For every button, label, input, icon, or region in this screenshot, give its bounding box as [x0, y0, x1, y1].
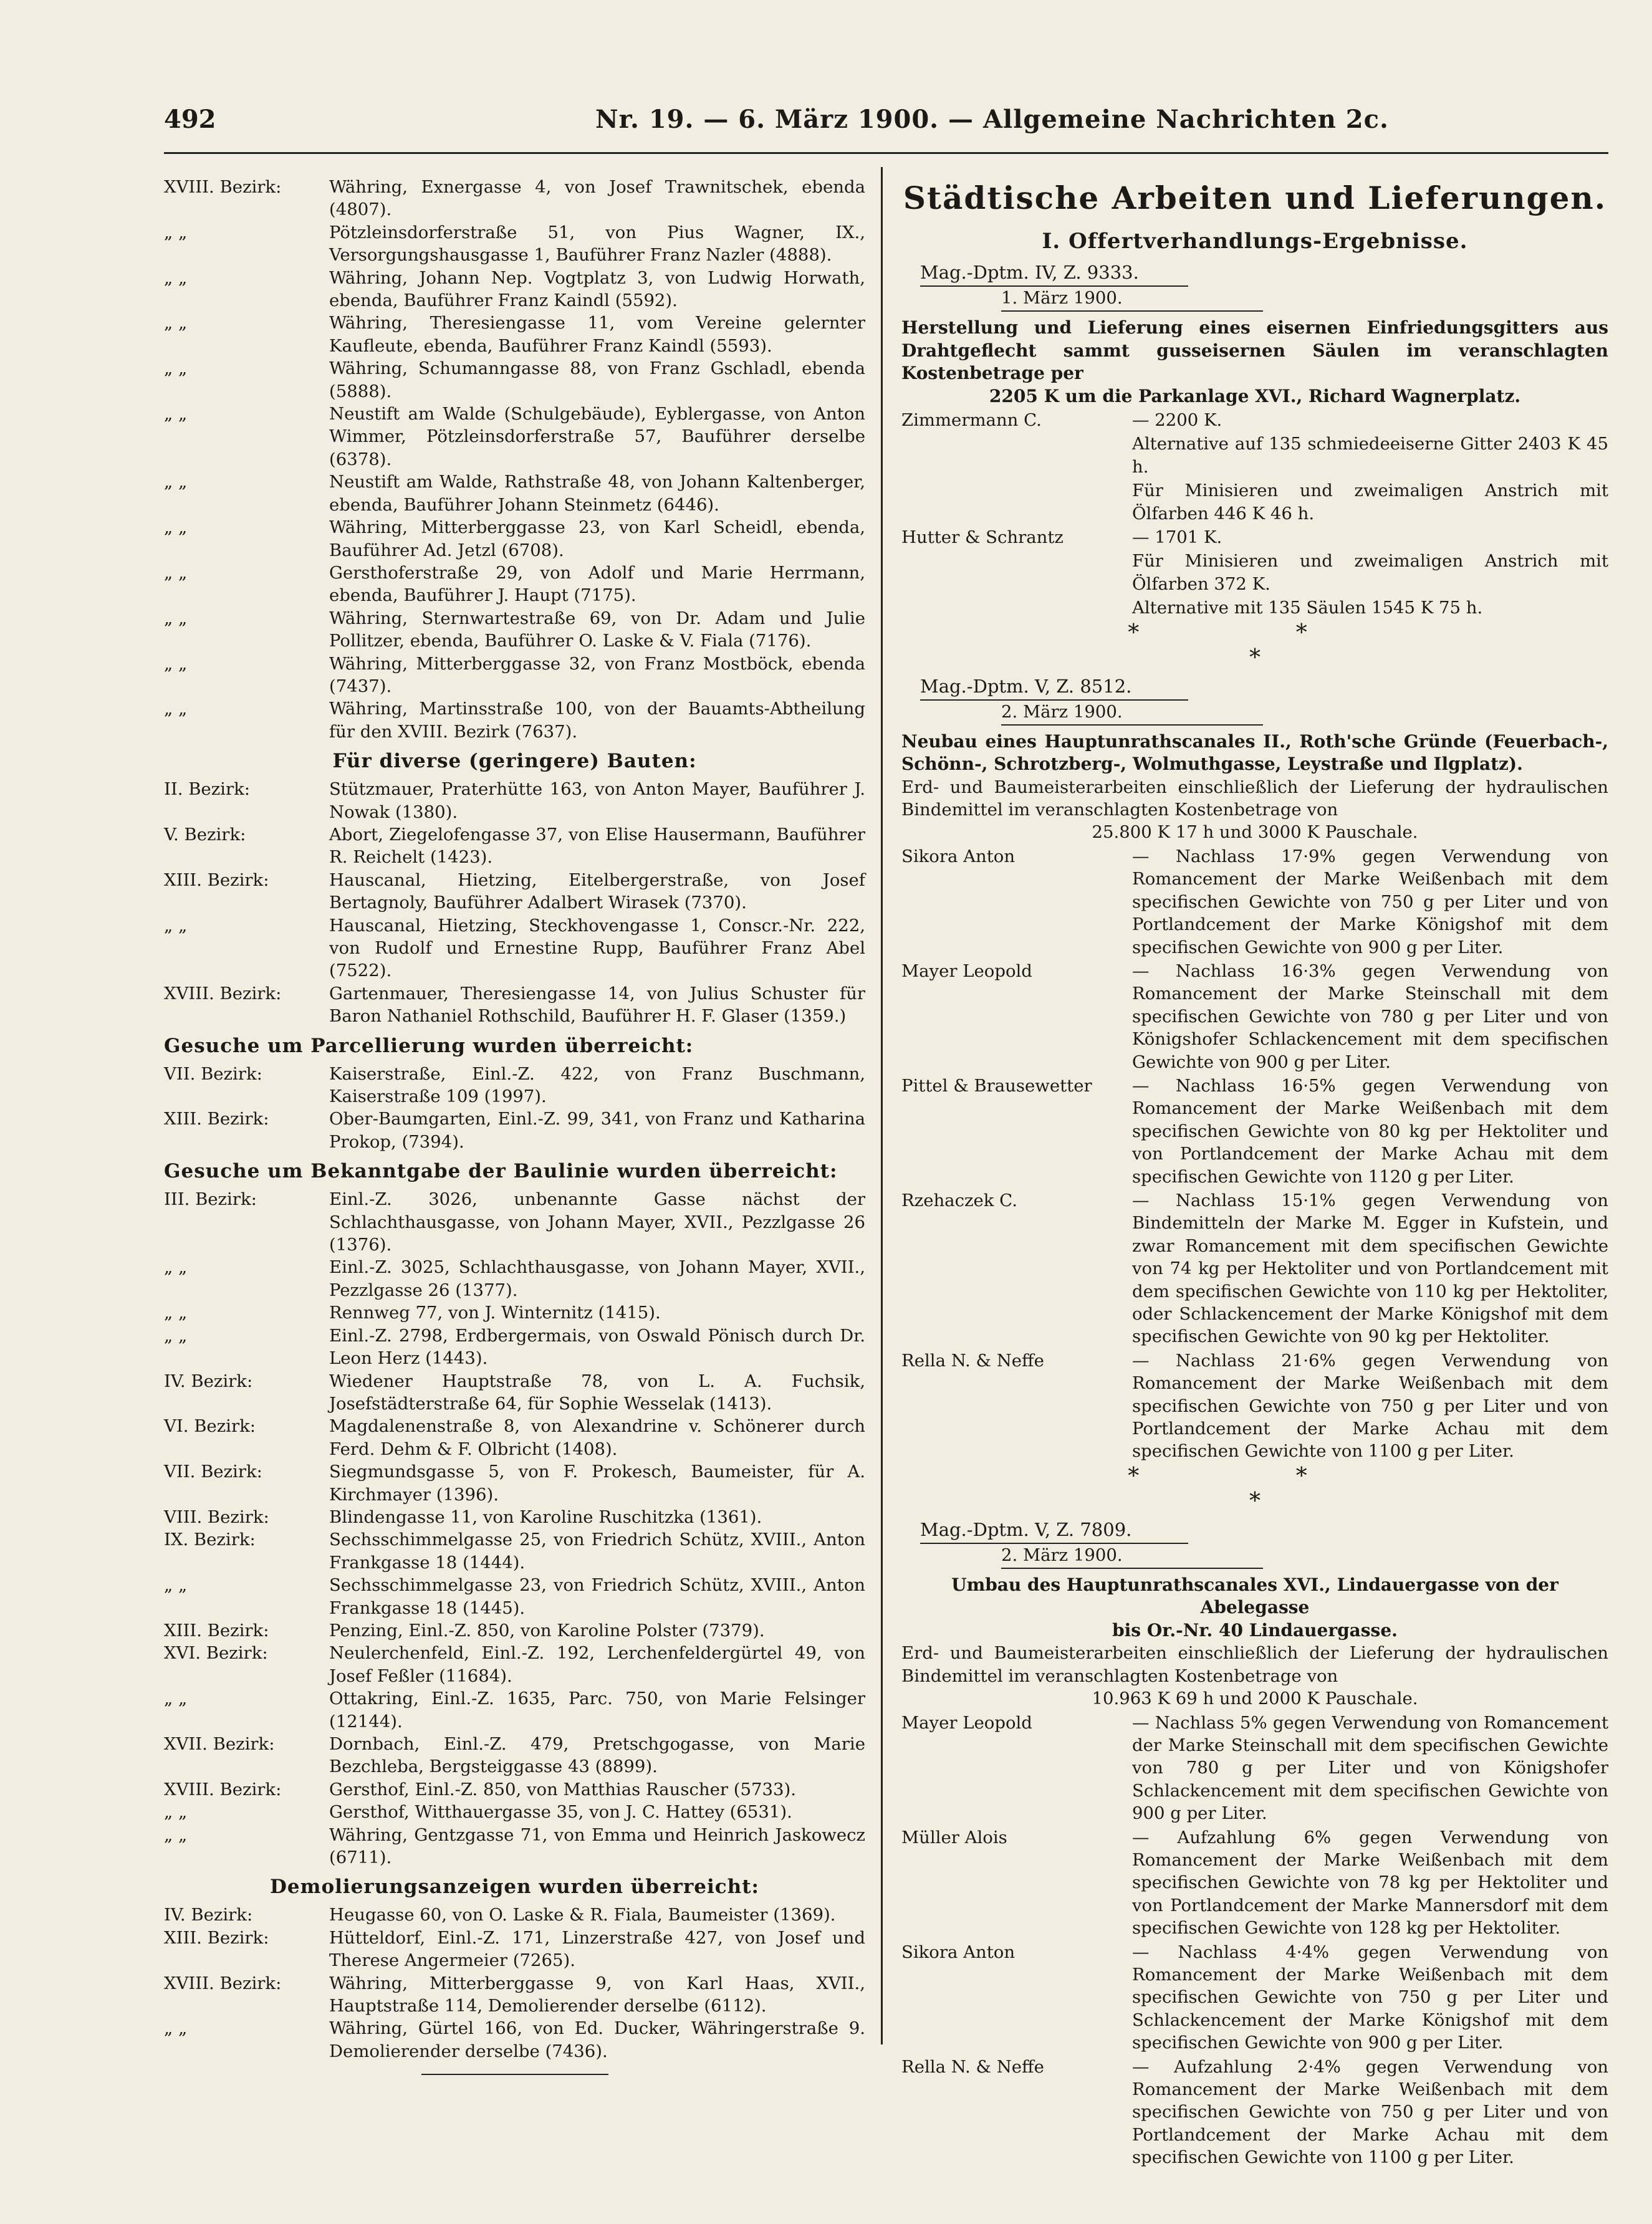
district-label: XVI. Bezirk: — [164, 1643, 268, 1664]
bid-row — [901, 1826, 1608, 1940]
bid-row — [901, 409, 1608, 431]
bid-list — [901, 845, 1608, 1463]
entry-text: Neulerchenfeld, Einl.-Z. 192, Lerchenfeldergürtel 49, von Josef Feßler (11684). — [329, 1643, 865, 1686]
list-item — [164, 1574, 865, 1619]
building-permits-list — [164, 176, 865, 743]
bidder-name: Müller Alois — [901, 1827, 1007, 1848]
bid-details: — Nachlass 21·6% gegen Verwendung von Romancement der Marke Weißenbach mit dem specifischen Gewichte von 750 g per Liter und von Portlandcement der Marke Achau mit dem specifischen Gewichte von 1100 g per Liter. — [1132, 1350, 1608, 1462]
list-item — [164, 1528, 865, 1574]
entry-text: Sechsschimmelgasse 25, von Friedrich Schütz, XVIII., Anton Frankgasse 18 (1444). — [329, 1530, 865, 1573]
bid-details: Alternative mit 135 Säulen 1545 K 75 h. — [1132, 598, 1483, 618]
bid-row — [901, 2056, 1608, 2169]
entry-text: Währing, Mitterberggasse 32, von Franz Mostböck, ebenda (7437). — [329, 653, 865, 696]
district-label: „ „ — [164, 358, 188, 379]
district-label: IV. Bezirk: — [164, 1905, 253, 1925]
entry-text: Gersthoferstraße 29, von Adolf und Marie Herrmann, ebenda, Bauführer J. Haupt (7175). — [329, 562, 865, 606]
list-item — [164, 357, 865, 403]
list-item — [164, 1801, 865, 1823]
list-item — [164, 267, 865, 312]
list-item — [164, 1063, 865, 1108]
bid-details: — Nachlass 16·5% gegen Verwendung von Romancement der Marke Weißenbach mit dem specifischen Gewichte von 80 kg per Hektoliter und von Portlandcement der Marke Achau mit dem specifischen Gewichte von 1120 g per Liter. — [1132, 1075, 1608, 1187]
district-label: „ „ — [164, 653, 188, 674]
entry-text: Einl.-Z. 3025, Schlachthausgasse, von Johann Mayer, XVII., Pezzlgasse 26 (1377). — [329, 1257, 865, 1300]
bidder-name: Mayer Leopold — [901, 961, 1032, 981]
district-label: II. Bezirk: — [164, 779, 251, 800]
bid-row — [901, 597, 1608, 619]
bid-row — [901, 1189, 1608, 1348]
bidder-name: Rella N. & Neffe — [901, 2056, 1044, 2077]
district-label: IV. Bezirk: — [164, 1371, 253, 1391]
entry-text: Magdalenenstraße 8, von Alexandrine v. Schönerer durch Ferd. Dehm & F. Olbricht (1408). — [329, 1416, 865, 1459]
list-item — [164, 403, 865, 471]
bidder-name — [901, 479, 1132, 525]
bid-row — [901, 1349, 1608, 1463]
section-heading-minor-buildings: Für diverse (geringere) Bauten: — [332, 750, 697, 773]
district-label: „ „ — [164, 699, 188, 719]
tender-date: 2. März 1900. — [1001, 1544, 1263, 1569]
district-label: XVIII. Bezirk: — [164, 1973, 282, 1993]
bidder-name: Hutter & Schrantz — [901, 527, 1064, 548]
bid-details: — Nachlass 15·1% gegen Verwendung von Bindemitteln der Marke M. Egger in Kufstein, und zwar Romancement mit dem specifischen Gewichte von 74 kg per Hektoliter und von Portlandcement mit dem specifischen Gewichte von 110 kg per Hektoliter, oder Schlackencement der Marke Königshof mit dem specifischen Gewichte von 90 kg per Hektoliter. — [1132, 1190, 1608, 1347]
list-item — [164, 2017, 865, 2063]
district-label: VII. Bezirk: — [164, 1462, 262, 1482]
list-item — [164, 778, 865, 823]
bid-row — [901, 1941, 1608, 2054]
entry-text: Währing, Mitterberggasse 23, von Karl Scheidl, ebenda, Bauführer Ad. Jetzl (6708). — [329, 517, 865, 560]
district-label: „ „ — [164, 915, 188, 936]
district-label: XIII. Bezirk: — [164, 870, 269, 890]
entry-text: Ottakring, Einl.-Z. 1635, Parc. 750, von Marie Felsinger (12144). — [329, 1689, 865, 1732]
entry-text: Wiedener Hauptstraße 78, von L. A. Fuchsik, Josefstädterstraße 64, für Sophie Wesselak (1413). — [329, 1371, 865, 1414]
entry-text: Gersthof, Einl.-Z. 850, von Matthias Rauscher (5733). — [329, 1779, 796, 1800]
entry-text: Währing, Gentzgasse 71, von Emma und Heinrich Jaskowecz (6711). — [329, 1824, 865, 1868]
bidder-name — [901, 433, 1132, 478]
tender-section-3 — [901, 1518, 1608, 2169]
bid-details: Für Minisieren und zweimaligen Anstrich mit Ölfarben 446 K 46 h. — [1132, 481, 1608, 524]
entry-text: Ober-Baumgarten, Einl.-Z. 99, 341, von Franz und Katharina Prokop, (7394). — [329, 1109, 865, 1152]
entry-text: Rennweg 77, von J. Winternitz (1415). — [329, 1303, 661, 1323]
bidder-name: Mayer Leopold — [901, 1712, 1032, 1733]
bid-row — [901, 550, 1608, 595]
right-subtitle: I. Offertverhandlungs-Ergebnisse. — [1042, 229, 1468, 254]
bidder-name: Sikora Anton — [901, 1942, 1016, 1962]
district-label: „ „ — [164, 2018, 188, 2039]
section-separator: * * — [1128, 1463, 1382, 1489]
department-ref: Mag.-Dptm. V, Z. 8512. — [920, 674, 1188, 701]
section-heading-demolition: Demolierungsanzeigen wurden überreicht: — [270, 1876, 759, 1899]
bid-details: — 2200 K. — [1132, 410, 1222, 430]
district-label: „ „ — [164, 472, 188, 492]
district-label: III. Bezirk: — [164, 1189, 257, 1210]
bidder-name — [901, 597, 1132, 619]
entry-text: Heugasse 60, von O. Laske & R. Fiala, Baumeister (1369). — [329, 1905, 836, 1925]
section-separator: * * — [1128, 620, 1382, 646]
tender-date: 2. März 1900. — [1001, 701, 1263, 726]
list-item — [164, 982, 865, 1028]
right-column — [901, 176, 1608, 2169]
section-heading-building-line: Gesuche um Bekanntgabe der Baulinie wurden überreicht: — [164, 1160, 838, 1183]
entry-text: Neustift am Walde, Rathstraße 48, von Johann Kaltenberger, ebenda, Bauführer Johann Steinmetz (6446). — [329, 472, 865, 515]
entry-text: Blindengasse 11, von Karoline Ruschitzka (1361). — [329, 1507, 762, 1527]
district-label: „ „ — [164, 404, 188, 424]
district-label: „ „ — [164, 1824, 188, 1845]
section-separator-2: * — [1249, 1488, 1261, 1514]
district-label: „ „ — [164, 222, 188, 242]
district-label: XIII. Bezirk: — [164, 1109, 269, 1129]
list-item — [164, 562, 865, 607]
district-label: „ „ — [164, 1575, 188, 1596]
bid-details: — Aufzahlung 6% gegen Verwendung von Romancement der Marke Weißenbach mit dem specifischen Gewichte von 78 kg per Hektoliter und von Portlandcement der Marke Mannersdorf mit dem specifischen Gewichte von 128 kg per Hektoliter. — [1132, 1827, 1608, 1939]
district-label: „ „ — [164, 517, 188, 538]
list-item — [164, 1108, 865, 1153]
bidder-name — [901, 550, 1132, 595]
bidder-name: Sikora Anton — [901, 846, 1016, 866]
parcelling-list — [164, 1063, 865, 1154]
tender-section-1 — [901, 261, 1608, 671]
entry-text: Währing, Johann Nep. Vogtplatz 3, von Ludwig Horwath, ebenda, Bauführer Franz Kaindl (5592). — [329, 267, 865, 311]
list-item — [164, 1778, 865, 1801]
list-item — [164, 471, 865, 516]
district-label: VIII. Bezirk: — [164, 1507, 269, 1527]
list-item — [164, 1824, 865, 1869]
list-item — [164, 1506, 865, 1528]
entry-text: Kaiserstraße, Einl.-Z. 422, von Franz Buschmann, Kaiserstraße 109 (1997). — [329, 1063, 865, 1107]
bidder-name: Pittel & Brausewetter — [901, 1075, 1092, 1096]
list-item — [164, 1687, 865, 1733]
column-end-rule — [421, 2074, 608, 2075]
district-label: VI. Bezirk: — [164, 1416, 256, 1437]
list-item — [164, 1642, 865, 1687]
list-item — [164, 1188, 865, 1256]
list-item — [164, 1460, 865, 1506]
list-item — [164, 697, 865, 743]
district-label: „ „ — [164, 1802, 188, 1823]
entry-text: Sechsschimmelgasse 23, von Friedrich Schütz, XVIII., Anton Frankgasse 18 (1445). — [329, 1575, 865, 1618]
building-line-list — [164, 1188, 865, 1869]
entry-text: Hütteldorf, Einl.-Z. 171, Linzerstraße 427, von Josef und Therese Angermeier (7265). — [329, 1927, 865, 1971]
list-item — [164, 312, 865, 357]
bid-details: — Nachlass 16·3% gegen Verwendung von Romancement der Marke Steinschall mit dem specifischen Gewichte von 780 g per Liter und von Königshofer Schlackencement mit dem specifischen Gewichte von 900 g per Liter. — [1132, 961, 1608, 1072]
list-item — [164, 823, 865, 869]
bid-details: — Aufzahlung 2·4% gegen Verwendung von Romancement der Marke Weißenbach mit dem specifischen Gewichte von 750 g per Liter und von Portlandcement der Marke Achau mit dem specifischen Gewichte von 1100 g per Liter. — [1132, 2056, 1608, 2168]
bid-row — [901, 526, 1608, 549]
bid-row — [901, 960, 1608, 1073]
demolition-list — [164, 1904, 865, 2063]
entry-text: Währing, Martinsstraße 100, von der Bauamts-Abtheilung für den XVIII. Bezirk (7637). — [329, 699, 865, 742]
list-item — [164, 1301, 865, 1324]
tender-section-2 — [901, 674, 1608, 1514]
bid-details: Alternative auf 135 schmiedeeiserne Gitter 2403 K 45 h. — [1132, 434, 1608, 477]
entry-text: Einl.-Z. 3026, unbenannte Gasse nächst der Schlachthausgasse, von Johann Mayer, XVII., Pezzlgasse 26 (1376). — [329, 1189, 865, 1255]
list-item — [164, 607, 865, 653]
section-separator-2: * — [1249, 645, 1261, 671]
bid-details: — Nachlass 17·9% gegen Verwendung von Romancement der Marke Weißenbach mit dem specifischen Gewichte von 750 g per Liter und von Portlandcement der Marke Königshof mit dem specifischen Gewichte von 900 g per Liter. — [1132, 846, 1608, 957]
bidder-name: Rzehaczek C. — [901, 1190, 1017, 1210]
district-label: „ „ — [164, 1689, 188, 1709]
issue-line: Nr. 19. — 6. März 1900. — Allgemeine Nachrichten 2c. — [595, 105, 1389, 134]
district-label: XVII. Bezirk: — [164, 1734, 275, 1754]
list-item — [164, 1733, 865, 1778]
entry-text: Hauscanal, Hietzing, Eitelbergerstraße, von Josef Bertagnoly, Bauführer Adalbert Wirasek (7370). — [329, 870, 865, 913]
bid-list — [901, 409, 1608, 620]
list-item — [164, 1904, 865, 1926]
list-item — [164, 1972, 865, 2018]
list-item — [164, 653, 865, 698]
department-ref: Mag.-Dptm. IV, Z. 9333. — [920, 261, 1188, 287]
tender-date: 1. März 1900. — [1001, 287, 1263, 312]
entry-text: Stützmauer, Praterhütte 163, von Anton Mayer, Bauführer J. Nowak (1380). — [329, 779, 865, 822]
list-item — [164, 1325, 865, 1370]
entry-text: Währing, Exnergasse 4, von Josef Trawnitschek, ebenda (4807). — [329, 177, 865, 220]
bid-details: — 1701 K. — [1132, 527, 1222, 548]
bid-row — [901, 1712, 1608, 1825]
bid-row — [901, 479, 1608, 525]
list-item — [164, 1927, 865, 1972]
entry-text: Hauscanal, Hietzing, Steckhovengasse 1, Conscr.-Nr. 222, von Rudolf und Ernestine Rupp, Bauführer Franz Abel (7522). — [329, 915, 865, 981]
district-label: „ „ — [164, 313, 188, 333]
department-ref: Mag.-Dptm. V, Z. 7809. — [920, 1518, 1188, 1544]
list-item — [164, 869, 865, 914]
bid-row — [901, 845, 1608, 959]
list-item — [164, 1370, 865, 1416]
bid-details: Für Minisieren und zweimaligen Anstrich mit Ölfarben 372 K. — [1132, 551, 1608, 594]
district-label: XIII. Bezirk: — [164, 1927, 269, 1948]
section-heading-parcelling: Gesuche um Parcellierung wurden überreicht: — [164, 1034, 694, 1057]
list-item — [164, 914, 865, 982]
list-item — [164, 221, 865, 267]
entry-text: Dornbach, Einl.-Z. 479, Pretschgogasse, von Marie Bezchleba, Bergsteiggasse 43 (8899). — [329, 1734, 865, 1777]
minor-buildings-list — [164, 778, 865, 1027]
entry-text: Einl.-Z. 2798, Erdbergermais, von Oswald Pönisch durch Dr. Leon Herz (1443). — [329, 1325, 865, 1369]
project-title: Neubau eines Hauptunrathscanales II., Roth'sche Gründe (Feuerbach-, Schönn-, Schrotzberg-, Wolmuthgasse, Leystraße und Ilgplatz). — [901, 731, 1608, 775]
entry-text: Gartenmauer, Theresiengasse 14, von Julius Schuster für Baron Nathaniel Rothschild, Bauführer H. F. Glaser (1359.) — [329, 983, 865, 1027]
left-column — [164, 176, 865, 2075]
entry-text: Neustift am Walde (Schulgebäude), Eyblergasse, von Anton Wimmer, Pötzleinsdorferstraße 57, Bauführer derselbe (6378). — [329, 404, 865, 469]
bid-details: — Nachlass 5% gegen Verwendung von Romancement der Marke Steinschall mit dem specifischen Gewichte von 780 g per Liter und von Königshofer Schlackencement mit dem specifischen Gewichte von 900 g per Liter. — [1132, 1712, 1608, 1824]
district-label: XVIII. Bezirk: — [164, 1779, 282, 1800]
district-label: „ „ — [164, 1303, 188, 1323]
entry-text: Währing, Mitterberggasse 9, von Karl Haas, XVII., Hauptstraße 114, Demolierender derselbe (6112). — [329, 1973, 865, 2016]
list-item — [164, 1256, 865, 1301]
list-item — [164, 1619, 865, 1642]
bidder-name: Rella N. & Neffe — [901, 1350, 1044, 1371]
entry-text: Penzing, Einl.-Z. 850, von Karoline Polster (7379). — [329, 1620, 765, 1641]
project-title: Herstellung und Lieferung eines eisernen Einfriedungsgitters aus Drahtgeflecht sammt gusseisernen Säulen im veranschlagten Kostenbetrage per 2205 K um die Parkanlage XVI., Richard Wagnerplatz. — [901, 317, 1608, 406]
bid-list — [901, 1712, 1608, 2169]
project-title: Umbau des Hauptunrathscanales XVI., Lindauergasse von der Abelegasse bis Or.-Nr. 40 Lindauergasse. — [951, 1574, 1558, 1641]
district-label: „ „ — [164, 267, 188, 288]
district-label: „ „ — [164, 1325, 188, 1346]
entry-text: Gersthof, Witthauergasse 35, von J. C. Hattey (6531). — [329, 1802, 792, 1823]
district-label: VII. Bezirk: — [164, 1063, 262, 1084]
bidder-name: Zimmermann C. — [901, 410, 1042, 430]
bid-details: — Nachlass 4·4% gegen Verwendung von Romancement der Marke Weißenbach mit dem specifischen Gewichte von 750 g per Liter und Schlackencement der Marke Königshof mit dem specifischen Gewichte von 900 g per Liter. — [1132, 1942, 1608, 2053]
bid-row — [901, 433, 1608, 478]
list-item — [164, 516, 865, 562]
right-title: Städtische Arbeiten und Lieferungen. — [903, 180, 1607, 216]
page-number: 492 — [164, 105, 216, 134]
entry-text: Währing, Gürtel 166, von Ed. Ducker, Währingerstraße 9. Demolierender derselbe (7436). — [329, 2018, 865, 2061]
district-label: IX. Bezirk: — [164, 1530, 256, 1550]
column-divider — [881, 167, 883, 2044]
entry-text: Währing, Sternwartestraße 69, von Dr. Adam und Julie Pollitzer, ebenda, Bauführer O. Laske & V. Fiala (7176). — [329, 608, 865, 651]
entry-text: Abort, Ziegelofengasse 37, von Elise Hausermann, Bauführer R. Reichelt (1423). — [329, 824, 865, 868]
district-label: „ „ — [164, 1257, 188, 1278]
entry-text: Siegmundsgasse 5, von F. Prokesch, Baumeister, für A. Kirchmayer (1396). — [329, 1462, 865, 1505]
district-label: V. Bezirk: — [164, 824, 246, 845]
page-header — [0, 98, 1652, 136]
entry-text: Pötzleinsdorferstraße 51, von Pius Wagner, IX., Versorgungshausgasse 1, Bauführer Franz Nazler (4888). — [329, 222, 865, 266]
list-item — [164, 1415, 865, 1460]
bid-row — [901, 1075, 1608, 1188]
entry-text: Währing, Theresiengasse 11, vom Vereine gelernter Kaufleute, ebenda, Bauführer Franz Kaindl (5593). — [329, 313, 865, 356]
entry-text: Währing, Schumanngasse 88, von Franz Gschladl, ebenda (5888). — [329, 358, 865, 401]
header-rule — [164, 152, 1608, 154]
district-label: „ „ — [164, 608, 188, 628]
tender-conditions: Erd- und Baumeisterarbeiten einschließlich der Lieferung der hydraulischen Bindemittel im veranschlagten Kostenbetrage von 10.963 K 69 h und 2000 K Pauschale. — [901, 1643, 1608, 1709]
list-item — [164, 176, 865, 221]
tender-conditions: Erd- und Baumeisterarbeiten einschließlich der Lieferung der hydraulischen Bindemittel im veranschlagten Kostenbetrage von 25.800 K 17 h und 3000 K Pauschale. — [901, 777, 1608, 843]
district-label: XVIII. Bezirk: — [164, 983, 282, 1004]
district-label: „ „ — [164, 562, 188, 583]
district-label: XIII. Bezirk: — [164, 1620, 269, 1641]
district-label: XVIII. Bezirk: — [164, 177, 282, 197]
